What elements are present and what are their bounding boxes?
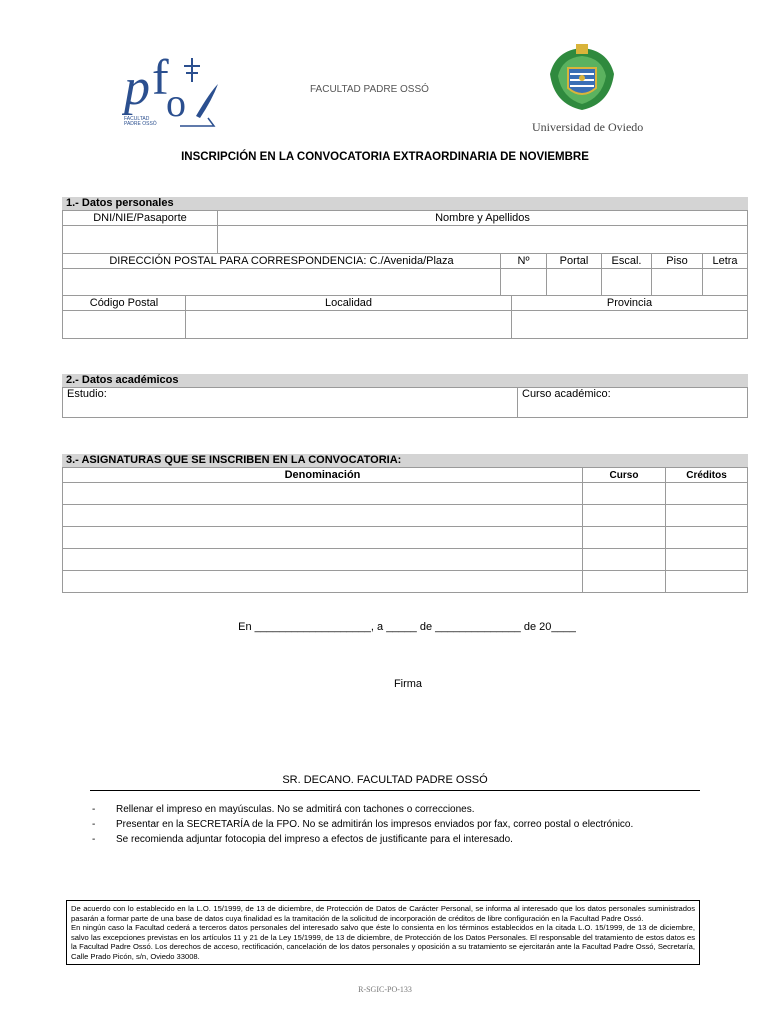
university-crest: [546, 44, 618, 114]
creditos-cell[interactable]: [666, 527, 748, 549]
table-row: [63, 549, 748, 571]
svg-text:o: o: [166, 80, 186, 125]
curso-cell[interactable]: [583, 571, 666, 593]
col-creditos: Créditos: [666, 468, 748, 483]
bullet-marker: -: [92, 834, 96, 845]
table-row: [63, 505, 748, 527]
piso-label: Piso: [652, 254, 703, 269]
location-table: [62, 295, 748, 339]
personal-data-table-1: [62, 210, 748, 254]
table-row: [63, 483, 748, 505]
crest-icon: [546, 44, 618, 114]
faculty-name: FACULTAD PADRE OSSÓ: [310, 84, 429, 95]
bullet-marker: -: [92, 819, 96, 830]
dni-label: DNI/NIE/Pasaporte: [63, 211, 218, 226]
academic-table: [62, 387, 748, 418]
denominacion-cell[interactable]: [63, 505, 583, 527]
letra-label: Letra: [703, 254, 748, 269]
provincia-label: Provincia: [512, 296, 748, 311]
instruction-text: Rellenar el impreso en mayúsculas. No se admitirá con tachones o correcciones.: [116, 804, 475, 815]
portal-label: Portal: [547, 254, 602, 269]
svg-text:p: p: [124, 59, 150, 116]
name-field[interactable]: [218, 226, 748, 254]
table-row: [63, 571, 748, 593]
list-item: [92, 833, 702, 846]
curso-cell[interactable]: [583, 483, 666, 505]
signature-label: Firma: [393, 678, 423, 690]
col-curso: Curso: [583, 468, 666, 483]
number-field[interactable]: [501, 269, 547, 296]
curso-cell[interactable]: [583, 549, 666, 571]
denominacion-cell[interactable]: [63, 527, 583, 549]
denominacion-cell[interactable]: [63, 483, 583, 505]
denominacion-cell[interactable]: [63, 571, 583, 593]
creditos-cell[interactable]: [666, 483, 748, 505]
dni-field[interactable]: [63, 226, 218, 254]
localidad-field[interactable]: [186, 311, 512, 339]
section3-header: 3.- ASIGNATURAS QUE SE INSCRIBEN EN LA CONVOCATORIA:: [62, 454, 748, 467]
curso-cell[interactable]: [583, 505, 666, 527]
pfo-logo-caption: [124, 117, 157, 127]
instructions-list: [92, 803, 702, 848]
list-item: [92, 818, 702, 831]
list-item: [92, 803, 702, 816]
address-label: DIRECCIÓN POSTAL PARA CORRESPONDENCIA: C./Avenida/Plaza: [63, 254, 501, 269]
number-label: Nº: [501, 254, 547, 269]
legal-text-2: En ningún caso la Facultad cederá a terceros datos personales del interesado salvo que éste lo consienta en los términos establecidos en la citada L.O. 15/1999, de 13 de diciembre, salvo las excepciones previstas en los artículos 11 y 21 de la Ley 15/1999, de 13 de diciembre, de Protección de los Datos Personales. El responsable del tratamiento de estos datos es la Facultad Padre Ossó. Los derechos de acceso, rectificación, cancelación de los datos personales y oposición a su tratamiento se ejercitarán ante la Facultad Padre Ossó, Secretaría, Calle Prado Picón, s/n, Oviedo 33008.: [71, 923, 695, 961]
section1-header: 1.- Datos personales: [62, 197, 748, 210]
page-title: INSCRIPCIÓN EN LA CONVOCATORIA EXTRAORDINARIA DE NOVIEMBRE: [181, 151, 589, 163]
cp-field[interactable]: [63, 311, 186, 339]
addressee: SR. DECANO. FACULTAD PADRE OSSÓ: [282, 774, 488, 786]
legal-text-1: De acuerdo con lo establecido en la L.O. 15/1999, de 13 de diciembre, de Protección de Datos de Carácter Personal, se informa al interesado que los datos personales suministrados pasarán a formar parte de una base de datos cuya finalidad es la tramitación de la solicitud de incorporación de créditos de libre configuración en la Facultad Padre Ossó.: [71, 904, 695, 923]
footer-code: R-SGIC-PO-133: [358, 985, 412, 994]
estudio-field[interactable]: Estudio:: [63, 388, 518, 418]
name-label: Nombre y Apellidos: [218, 211, 748, 226]
piso-field[interactable]: [652, 269, 703, 296]
localidad-label: Localidad: [186, 296, 512, 311]
instruction-text: Presentar en la SECRETARÍA de la FPO. No se admitirán los impresos enviados por fax, correo postal o electrónico.: [116, 819, 634, 830]
provincia-field[interactable]: [512, 311, 748, 339]
address-field[interactable]: [63, 269, 501, 296]
addressee-divider: [90, 790, 700, 791]
col-denominacion: Denominación: [63, 468, 583, 483]
pfo-caption-line-2: PADRE OSSÓ: [124, 121, 157, 127]
instruction-text: Se recomienda adjuntar fotocopia del impreso a efectos de justificante para el interesado.: [116, 834, 513, 845]
pfo-caption-line-1: FACULTAD: [124, 116, 150, 122]
denominacion-cell[interactable]: [63, 549, 583, 571]
curso-academico-field[interactable]: Curso académico:: [518, 388, 748, 418]
creditos-cell[interactable]: [666, 549, 748, 571]
escal-field[interactable]: [602, 269, 652, 296]
escal-label: Escal.: [602, 254, 652, 269]
svg-text:f: f: [152, 49, 169, 105]
letra-field[interactable]: [703, 269, 748, 296]
portal-field[interactable]: [547, 269, 602, 296]
subjects-table: [62, 467, 748, 593]
creditos-cell[interactable]: [666, 571, 748, 593]
date-line[interactable]: En ___________________, a _____ de ______________ de 20____: [238, 621, 576, 633]
address-table: [62, 253, 748, 296]
creditos-cell[interactable]: [666, 505, 748, 527]
table-row: [63, 527, 748, 549]
section2-header: 2.- Datos académicos: [62, 374, 748, 387]
curso-cell[interactable]: [583, 527, 666, 549]
bullet-marker: -: [92, 804, 96, 815]
cp-label: Código Postal: [63, 296, 186, 311]
legal-notice: [66, 900, 700, 965]
university-name: Universidad de Oviedo: [532, 120, 644, 134]
